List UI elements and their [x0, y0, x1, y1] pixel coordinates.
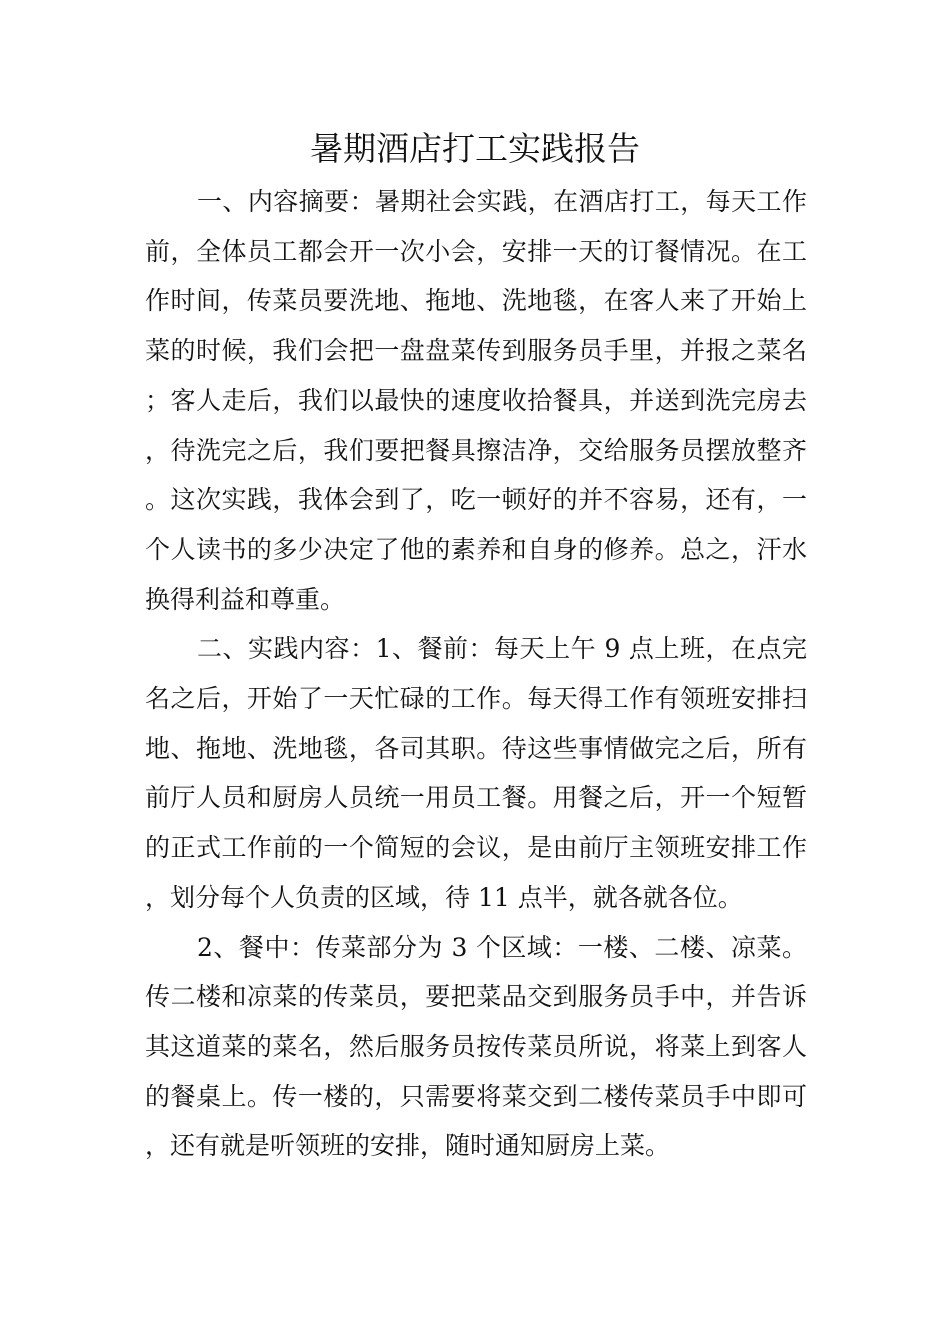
- document-body: [145, 177, 807, 1171]
- page-title: 暑期酒店打工实践报告: [310, 129, 640, 168]
- paragraph-summary: 一、内容摘要：暑期社会实践，在酒店打工，每天工作前，全体员工都会开一次小会，安排一天的订餐情况。在工作时间，传菜员要洗地、拖地、洗地毯，在客人来了开始上菜的时候，我们会把一盘盘菜传到服务员手里，并报之菜名；客人走后，我们以最快的速度收拾餐具，并送到洗完房去，待洗完之后，我们要把餐具擦洁净，交给服务员摆放整齐。这次实践，我体会到了，吃一顿好的并不容易，还有，一个人读书的多少决定了他的素养和自身的修养。总之，汗水换得利益和尊重。: [145, 187, 807, 614]
- paragraph-practice-content: 二、实践内容：1、餐前：每天上午 9 点上班，在点完名之后，开始了一天忙碌的工作。每天得工作有领班安排扫地、拖地、洗地毯，各司其职。待这些事情做完之后，所有前厅人员和厨房人员统一用员工餐。用餐之后，开一个短暂的正式工作前的一个简短的会议，是由前厅主领班安排工作，划分每个人负责的区域，待 11 点半，就各就各位。: [145, 634, 807, 912]
- paragraph-during-meal: 2、餐中：传菜部分为 3 个区域：一楼、二楼、凉菜。传二楼和凉菜的传菜员，要把菜品交到服务员手中，并告诉其这道菜的菜名，然后服务员按传菜员所说，将菜上到客人的餐桌上。传一楼的，只需要将菜交到二楼传菜员手中即可，还有就是听领班的安排，随时通知厨房上菜。: [145, 932, 807, 1161]
